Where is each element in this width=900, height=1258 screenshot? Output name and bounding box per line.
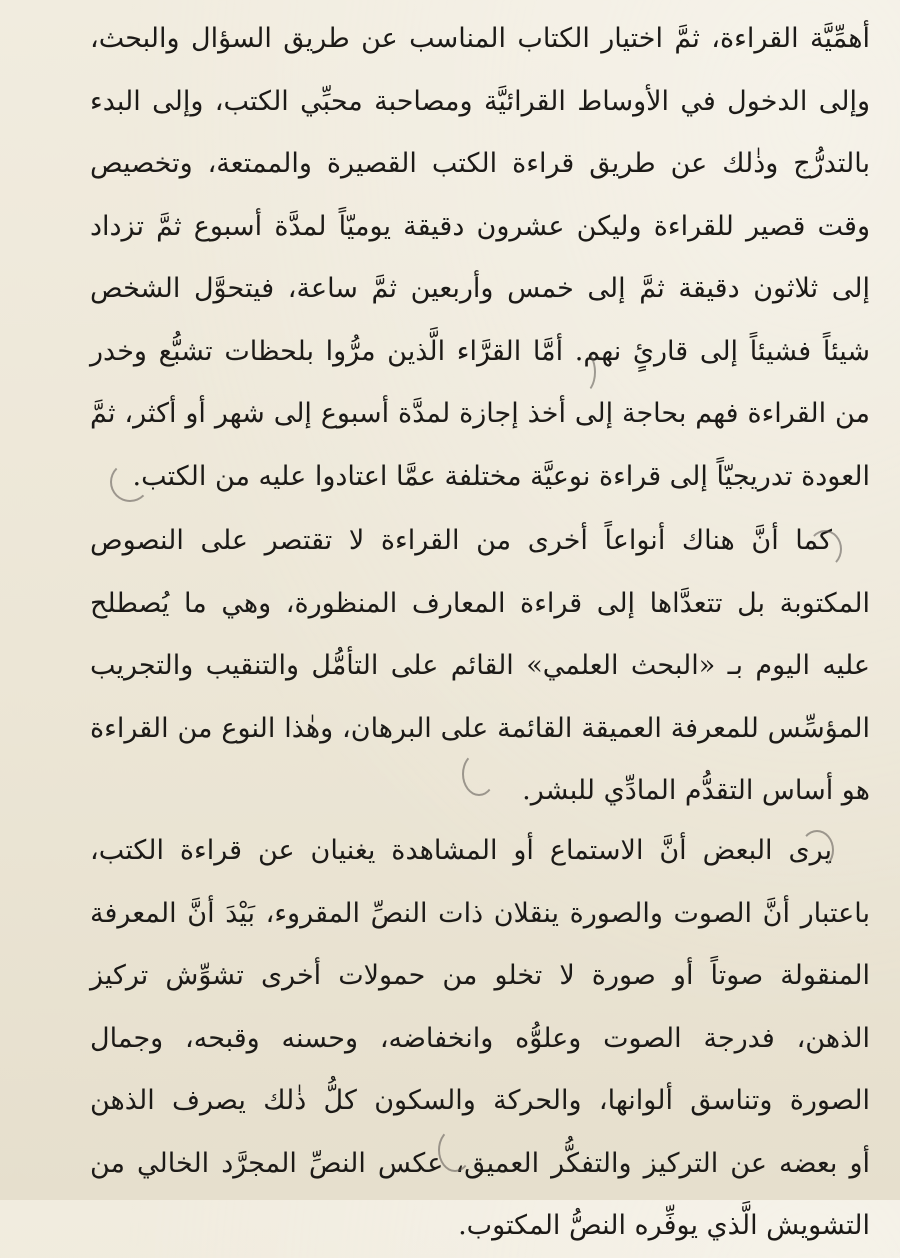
text-line: أو بعضه عن التركيز والتفكُّر العميق، عكس النصِّ المجرَّد الخالي من (90, 1147, 870, 1179)
text-line: كما أنَّ هناك أنواعاً أخرى من القراءة لا تقتصر على النصوص (90, 525, 832, 556)
text-line: هو أساس التقدُّم المادِّي للبشر. (522, 775, 870, 806)
pencil-bracket-mark (110, 462, 150, 502)
paragraph-3 (90, 820, 870, 1258)
text-line: الذهن، فدرجة الصوت وعلوُّه وانخفاضه، وحسنه وقبحه، وجمال (90, 1022, 870, 1054)
text-line: المؤسِّس للمعرفة العميقة القائمة على البرهان، وهٰذا النوع من القراءة (90, 712, 870, 744)
text-line: المنقولة صوتاً أو صورة لا تخلو من حمولات أخرى تشوِّش تركيز (90, 960, 870, 991)
pencil-bracket-mark (800, 830, 834, 870)
pencil-bracket-mark (462, 752, 496, 796)
text-line: العودة تدريجيّاً إلى قراءة نوعيَّة مختلفة عمَّا اعتادوا عليه من الكتب. (132, 460, 870, 492)
text-line: وقت قصير للقراءة وليكن عشرون دقيقة يوميّاً لمدَّة أسبوع ثمَّ تزداد (90, 210, 870, 242)
text-line: بالتدرُّج وذٰلك عن طريق قراءة الكتب القصيرة والممتعة، وتخصيص (90, 148, 870, 179)
text-line: أهمِّيَّة القراءة، ثمَّ اختيار الكتاب المناسب عن طريق السؤال والبحث، (90, 23, 870, 54)
text-line: المكتوبة بل تتعدَّاها إلى قراءة المعارف المنظورة، وهي ما يُصطلح (90, 587, 870, 619)
text-line: التشويش الَّذي يوفِّره النصُّ المكتوب. (458, 1210, 870, 1241)
text-line: وإلى الدخول في الأوساط القرائيَّة ومصاحبة محبِّي الكتب، وإلى البدء (90, 85, 870, 117)
pencil-bracket-mark (438, 1128, 472, 1172)
paragraph-1 (90, 8, 870, 508)
text-line: الصورة وتناسق ألوانها، والحركة والسكون كلُّ ذٰلك يصرف الذهن (90, 1085, 870, 1116)
text-line: إلى ثلاثون دقيقة ثمَّ إلى خمس وأربعين ثمَّ ساعة، فيتحوَّل الشخص (90, 273, 870, 304)
text-line: من القراءة فهم بحاجة إلى أخذ إجازة لمدَّة أسبوع إلى شهر أو أكثر، ثمَّ (90, 398, 870, 429)
pencil-bracket-mark (570, 350, 596, 394)
text-line: عليه اليوم بـ «البحث العلمي» القائم على التأمُّل والتنقيب والتجريب (90, 650, 870, 681)
text-line: يرى البعض أنَّ الاستماع أو المشاهدة يغنيان عن قراءة الكتب، (90, 835, 832, 866)
pencil-bracket-mark (808, 530, 842, 568)
text-line: باعتبار أنَّ الصوت والصورة ينقلان ذات النصِّ المقروء، بَيْدَ أنَّ المعرفة (90, 897, 870, 929)
text-line: شيئاً فشيئاً إلى قارئٍ نهم. أمَّا القرَّاء الَّذين مرُّوا بلحظات تشبُّع وخدر (90, 335, 870, 367)
